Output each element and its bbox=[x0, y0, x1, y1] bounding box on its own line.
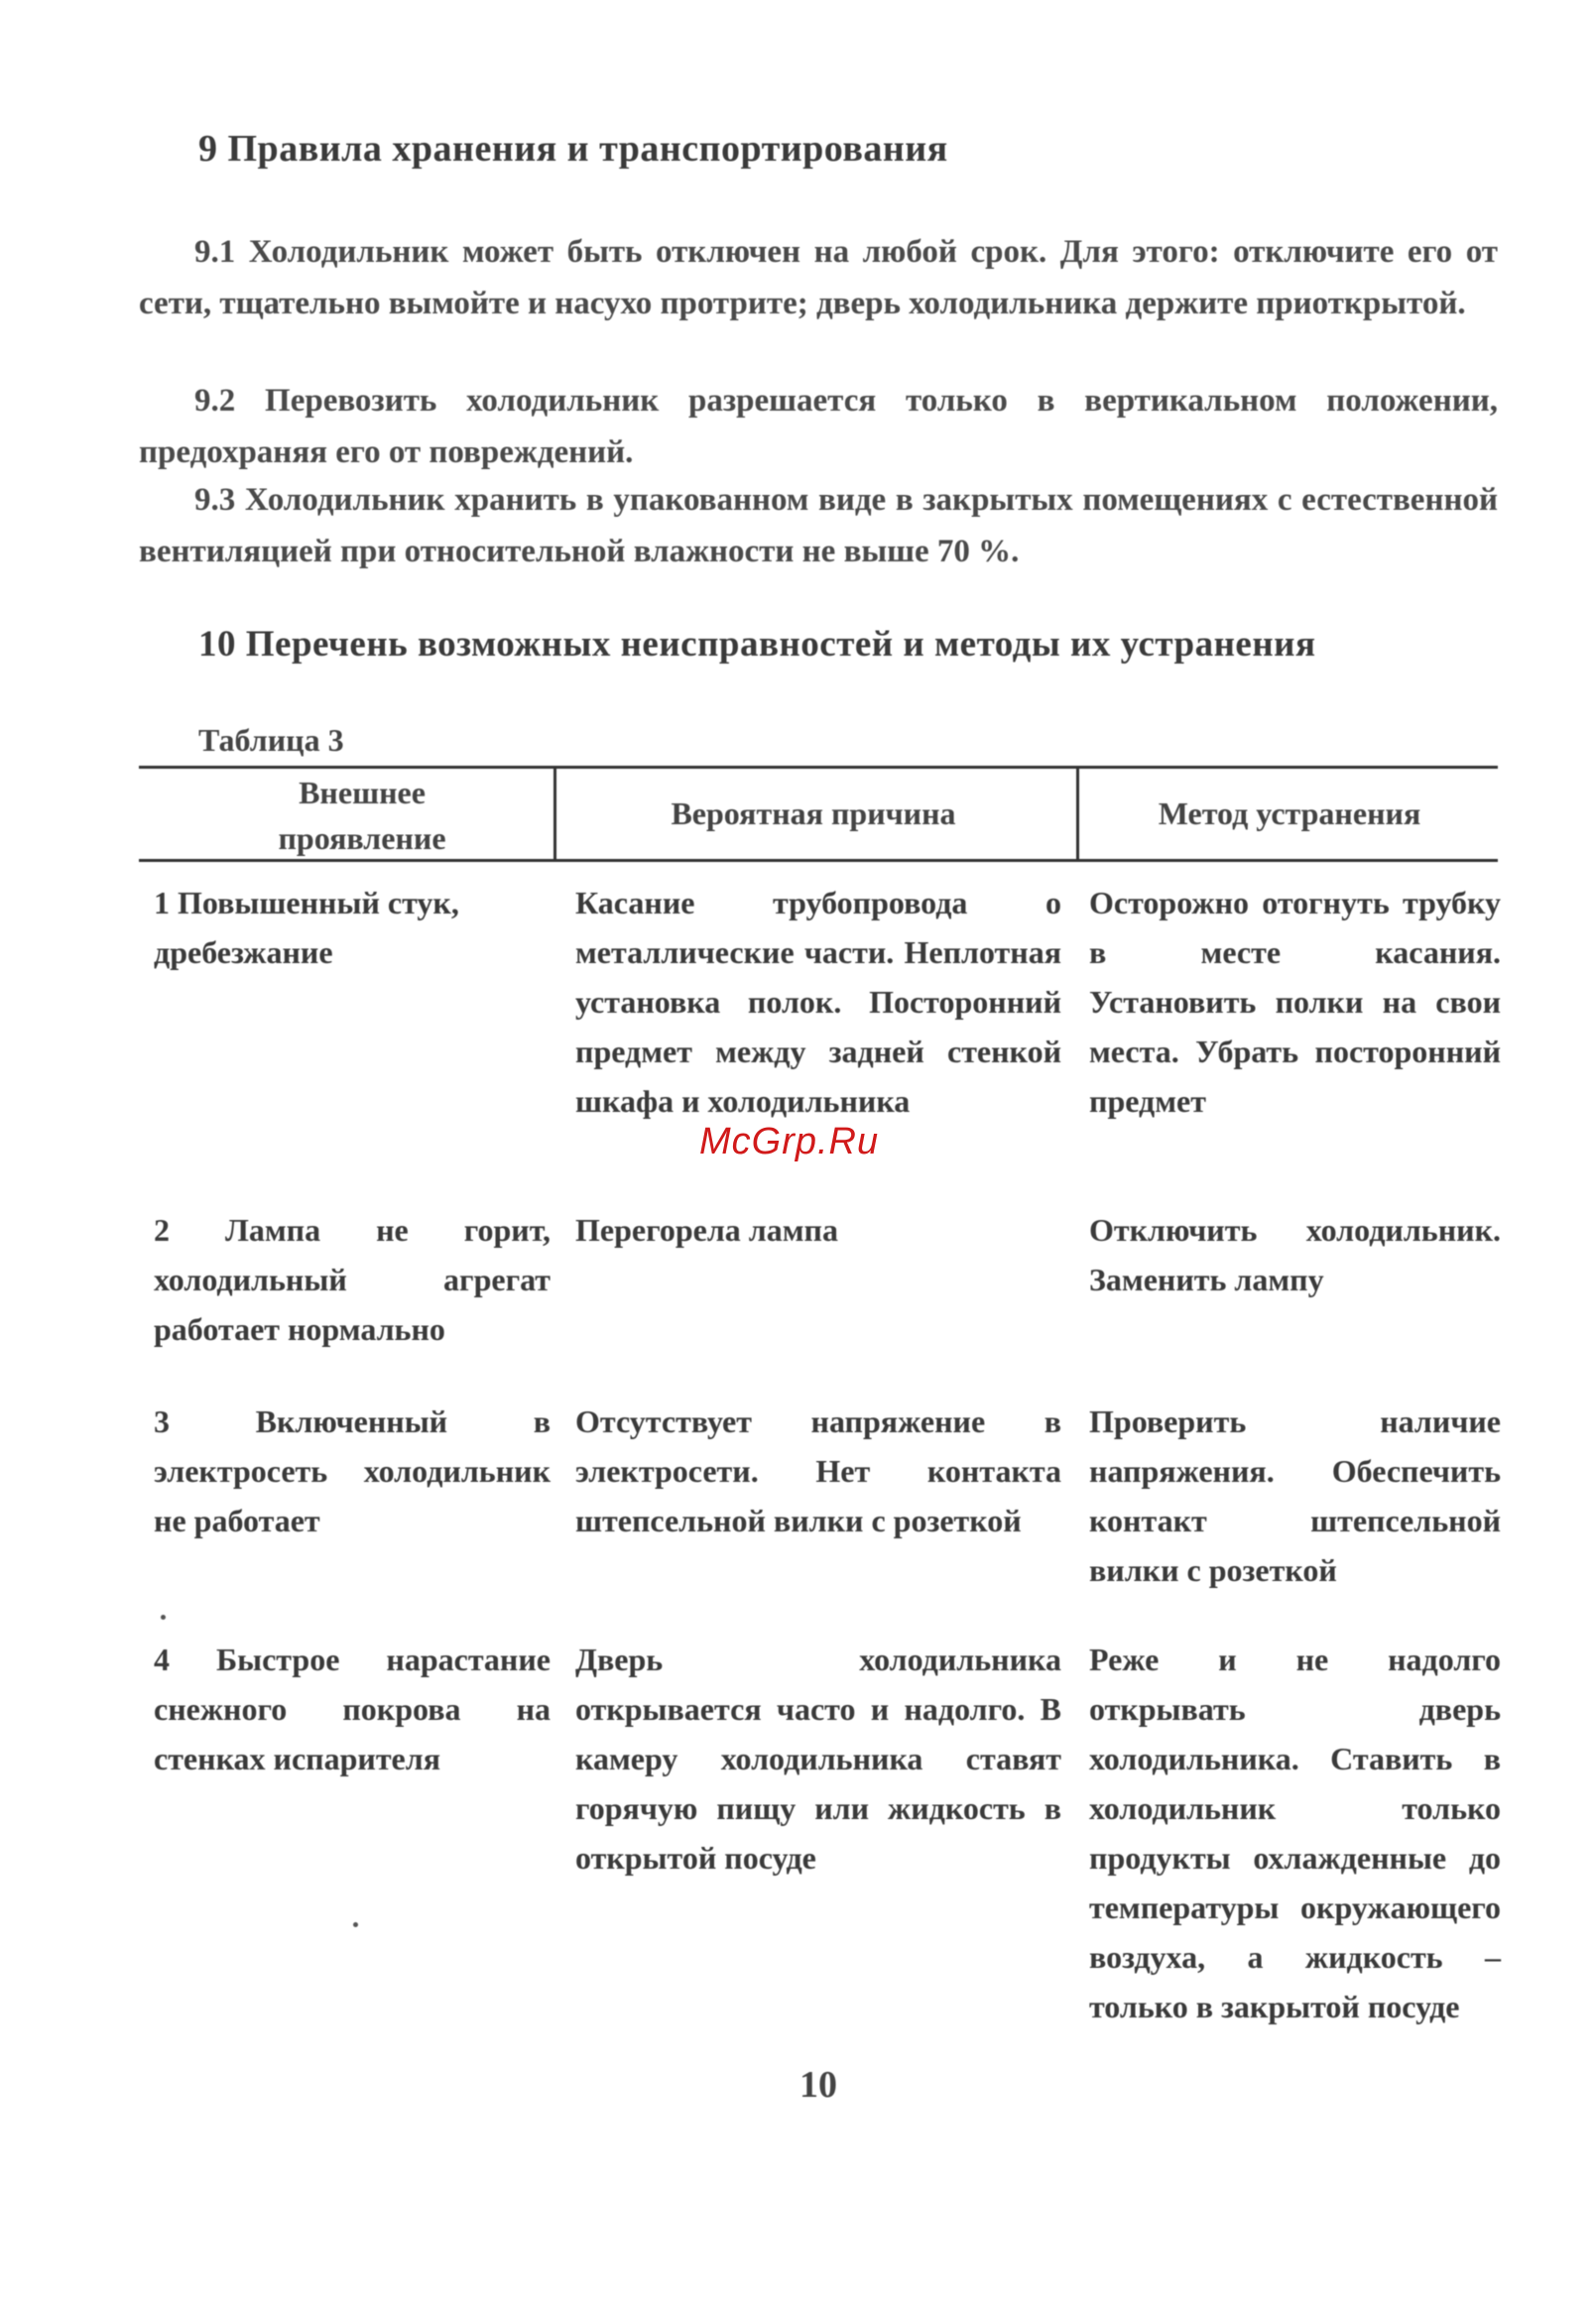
table-top-rule bbox=[139, 766, 1498, 769]
table-row-2-cause: Перегорела лампа bbox=[575, 1212, 838, 1248]
watermark-text: McGrp.Ru bbox=[699, 1121, 880, 1162]
paragraph-9-3: 9.3 Холодильник хранить в упакованном виде в закрытых помещениях с естественной вентиляцией при относительной влажности не выше 70 %. bbox=[139, 482, 1498, 569]
column-header-remedy: Метод устранения bbox=[1158, 795, 1421, 831]
column-header-symptom: Внешнее проявление bbox=[278, 775, 446, 856]
table-row-2-symptom: 2 Лампа не горит, холодильный агрегат работает нормально bbox=[154, 1212, 551, 1347]
table-caption: Таблица 3 bbox=[198, 722, 344, 758]
table-row-1-remedy: Осторожно отогнуть трубку в месте касания. Установить полки на свои места. Убрать посторонний предмет bbox=[1089, 885, 1501, 1119]
section-10-heading: 10 Перечень возможных неисправностей и методы их устранения bbox=[198, 624, 1316, 665]
table-row-2-remedy: Отключить холодильник. Заменить лампу bbox=[1089, 1212, 1501, 1297]
table-col-divider-1 bbox=[553, 766, 556, 861]
table-row-3-cause: Отсутствует напряжение в электросети. Нет контакта штепсельной вилки с розеткой bbox=[575, 1403, 1061, 1538]
table-row-3-symptom: 3 Включенный в электросеть холодильник не работает bbox=[154, 1403, 551, 1538]
table-row-4-cause: Дверь холодильника открывается часто и надолго. В камеру холодильника ставят горячую пищу или жидкость в открытой посуде bbox=[575, 1642, 1061, 1876]
table-row-1-symptom: 1 Повышенный стук, дребезжание bbox=[154, 885, 459, 970]
table-row-3-remedy: Проверить наличие напряжения. Обеспечить контакт штепсельной вилки с розеткой bbox=[1089, 1403, 1501, 1588]
table-col-divider-2 bbox=[1076, 766, 1079, 861]
table-row-4-symptom: 4 Быстрое нарастание снежного покрова на стенках испарителя bbox=[154, 1642, 551, 1776]
table-row-4-remedy: Реже и не надолго открывать дверь холодильника. Ставить в холодильник только продукты охлажденные до температуры окружающего воздуха, а жидкость – только в закрытой посуде bbox=[1089, 1642, 1501, 2024]
page-number: 10 bbox=[799, 2064, 837, 2106]
paragraph-9-2: 9.2 Перевозить холодильник разрешается только в вертикальном положении, предохраняя его от повреждений. bbox=[139, 383, 1498, 470]
paragraph-9-1: 9.1 Холодильник может быть отключен на любой срок. Для этого: отключите его от сети, тщательно вымойте и насухо протрите; дверь холодильника держите приоткрытой. bbox=[139, 234, 1498, 321]
section-9-heading: 9 Правила хранения и транспортирования bbox=[198, 128, 948, 170]
table-row-1-cause: Касание трубопровода о металлические части. Неплотная установка полок. Посторонний предмет между задней стенкой шкафа и холодильника bbox=[575, 885, 1061, 1119]
column-header-cause: Вероятная причина bbox=[671, 795, 956, 831]
scan-speck bbox=[353, 1922, 358, 1927]
scan-speck bbox=[161, 1615, 166, 1620]
